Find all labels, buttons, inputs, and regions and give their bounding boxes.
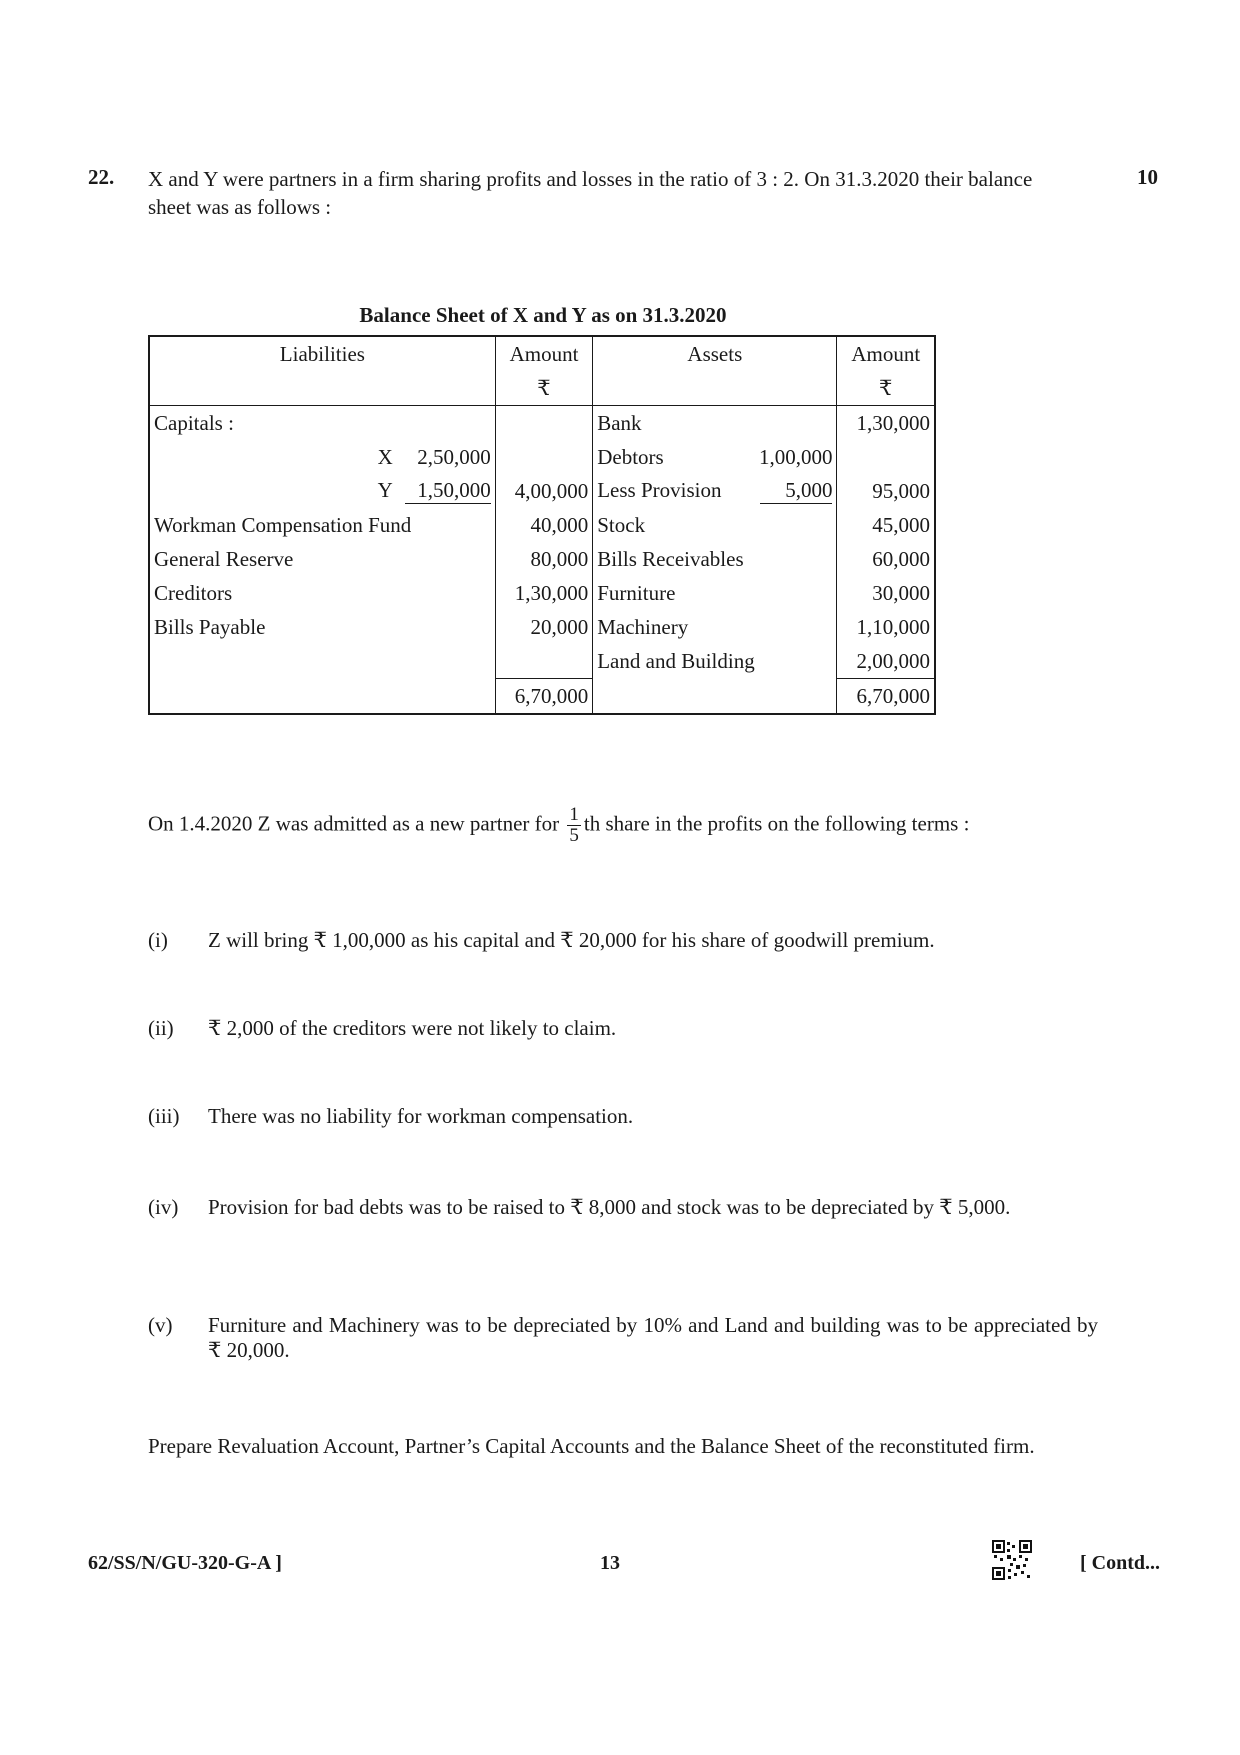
asset-label: Machinery [593, 610, 837, 644]
asset-amount: 30,000 [872, 580, 930, 605]
header-blank [149, 371, 495, 406]
term-text: ₹ 2,000 of the creditors were not likely to claim. [208, 1016, 617, 1040]
term-text: Furniture and Machinery was to be depreciated by 10% and Land and building was to be appreciated by ₹ 20,000. [208, 1313, 1098, 1362]
capital-x-row [149, 440, 495, 474]
total-liabilities: 6,70,000 [495, 679, 592, 715]
liability-label: Workman Compensation Fund [149, 508, 495, 542]
header-amount: Amount [495, 336, 592, 371]
bank-label: Bank [593, 406, 837, 441]
capital-x-value: 2,50,000 [417, 444, 491, 469]
term-number: (i) [148, 928, 168, 952]
capital-x-name: X [377, 444, 393, 469]
asset-amount: 2,00,000 [856, 648, 930, 673]
capital-x-blank [495, 440, 592, 474]
asset-label: Land and Building [593, 644, 837, 679]
asset-label: Stock [593, 508, 837, 542]
fraction-denominator: 5 [569, 825, 579, 846]
term-number: (iii) [148, 1104, 180, 1128]
admission-paragraph [148, 805, 1098, 846]
liability-amount: 40,000 [495, 508, 592, 542]
asset-amount: 60,000 [872, 546, 930, 571]
debtors-row [593, 440, 837, 474]
header-currency-2: ₹ [837, 371, 935, 406]
term-item [148, 1195, 1098, 1220]
term-number: (ii) [148, 1016, 174, 1040]
asset-label: Bills Receivables [593, 542, 837, 576]
liability-amount: 1,30,000 [495, 576, 592, 610]
capital-y-name: Y [377, 478, 393, 502]
less-provision-label: Less Provision [597, 478, 722, 502]
less-provision-value: 5,000 [760, 478, 832, 504]
capital-y-row [149, 474, 495, 508]
instruction-text: Prepare Revaluation Account, Partner’s Capital Accounts and the Balance Sheet of the reconstituted firm. [148, 1434, 1035, 1458]
header-assets: Assets [593, 336, 837, 371]
debtors-value: 1,00,000 [758, 444, 833, 469]
admission-text-after: th share in the profits on the following terms : [583, 811, 970, 836]
asset-amount: 1,10,000 [856, 614, 930, 639]
term-text: Provision for bad debts was to be raised to ₹ 8,000 and stock was to be depreciated by ₹ 5,000. [208, 1195, 1011, 1219]
total-blank-2 [593, 679, 837, 715]
term-item [148, 1016, 1098, 1041]
liability-blank [149, 644, 495, 679]
header-amount-2: Amount [851, 341, 921, 366]
less-provision-row [593, 474, 837, 508]
liability-amount: 80,000 [495, 542, 592, 576]
liability-label: Bills Payable [149, 610, 495, 644]
qr-code-icon [992, 1540, 1032, 1580]
balance-sheet-table [148, 335, 936, 715]
question-number: 22. [88, 165, 115, 189]
balance-sheet-title: Balance Sheet of X and Y as on 31.3.2020 [359, 303, 727, 327]
page-number: 13 [600, 1552, 620, 1574]
question-marks: 10 [1137, 165, 1158, 189]
liability-label: Creditors [149, 576, 495, 610]
liability-amount-blank [495, 644, 592, 679]
debtors-blank [837, 440, 935, 474]
debtors-label: Debtors [597, 444, 664, 469]
capitals-blank [495, 406, 592, 441]
capitals-total: 4,00,000 [495, 474, 592, 508]
total-assets: 6,70,000 [837, 679, 935, 715]
term-number: (iv) [148, 1195, 179, 1219]
admission-text-before: On 1.4.2020 Z was admitted as a new partner for [148, 811, 560, 836]
term-item [148, 928, 1098, 953]
liability-amount: 20,000 [495, 610, 592, 644]
net-debtors: 95,000 [872, 478, 930, 503]
capital-y-value: 1,50,000 [405, 478, 491, 504]
paper-code: 62/SS/N/GU-320-G-A ] [88, 1552, 282, 1574]
term-number: (v) [148, 1313, 173, 1337]
total-blank [149, 679, 495, 715]
question-text: X and Y were partners in a firm sharing profits and losses in the ratio of 3 : 2. On 31.3.2020 their balance sheet was as follows : [148, 167, 1033, 219]
capitals-label: Capitals : [149, 406, 495, 441]
term-item [148, 1313, 1098, 1363]
liability-label: General Reserve [149, 542, 495, 576]
header-currency: ₹ [495, 371, 592, 406]
share-fraction [567, 805, 581, 846]
fraction-numerator: 1 [569, 804, 579, 825]
header-liabilities: Liabilities [149, 336, 495, 371]
term-item [148, 1104, 1098, 1129]
asset-amount: 45,000 [872, 512, 930, 537]
term-text: Z will bring ₹ 1,00,000 as his capital and ₹ 20,000 for his share of goodwill premium. [208, 928, 935, 952]
asset-label: Furniture [593, 576, 837, 610]
term-text: There was no liability for workman compensation. [208, 1104, 634, 1128]
bank-amount: 1,30,000 [856, 410, 930, 435]
header-blank-2 [593, 371, 837, 406]
continued-label: [ Contd... [1079, 1552, 1160, 1574]
